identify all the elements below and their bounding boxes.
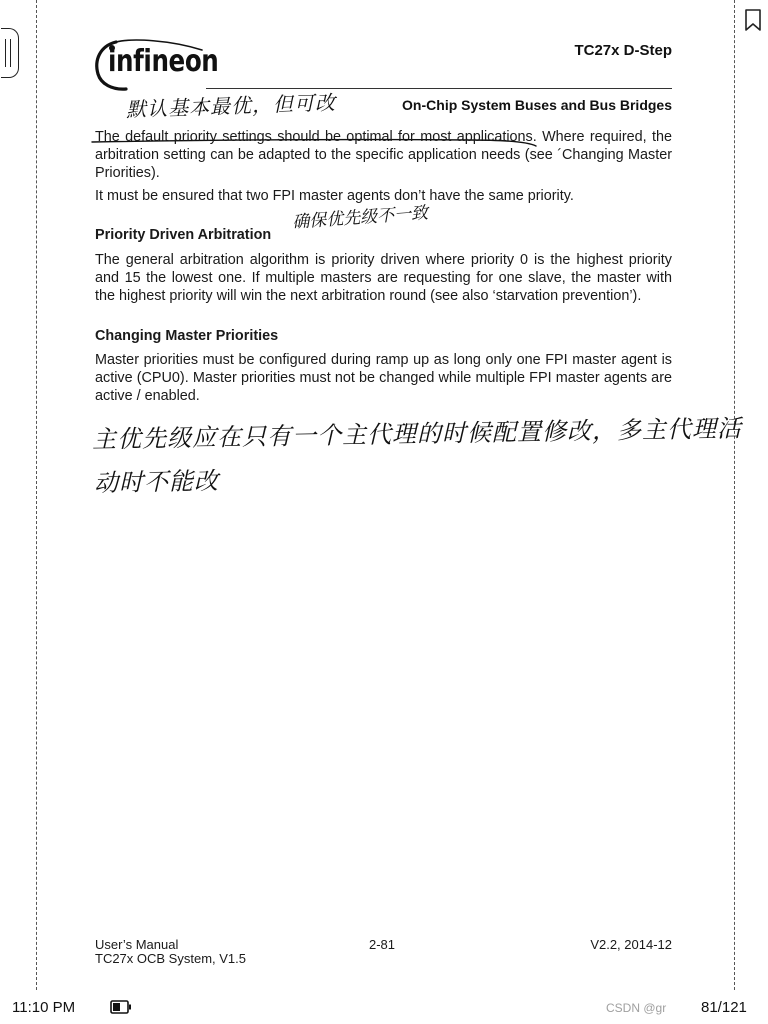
footer-manual-subtitle: TC27x OCB System, V1.5: [95, 951, 246, 966]
paragraph-arbitration-algorithm: [95, 251, 672, 305]
logo-wordmark: infineon: [108, 44, 219, 79]
footer-page-number: 2-81: [369, 937, 396, 952]
paragraph-master-priorities: [95, 351, 672, 405]
handwritten-note-1: 默认基本最优，但可改: [125, 90, 337, 122]
paragraph-default-priority: [95, 128, 672, 182]
paragraph-text: The default priority settings should be optimal for most applications. Where required, the arbitration setting can be adapted to the specific application needs (see ´Changing Master Priorities).: [95, 129, 672, 181]
paragraph-text: Master priorities must be configured during ramp up as long only one FPI master agent is active (CPU0). Master priorities must not be changed while multiple FPI master agents are active / enabled.: [95, 352, 672, 404]
reader-status-bar: [0, 990, 768, 1024]
bookmark-icon[interactable]: [744, 8, 762, 32]
handwritten-note-3: 主优先级应在只有一个主代理的时候配置修改，多主代理活: [91, 414, 743, 454]
section-title: On-Chip System Buses and Bus Bridges: [402, 97, 672, 113]
footer-manual-info: [95, 938, 246, 966]
battery-icon: [110, 1000, 132, 1014]
clock: 11:10 PM: [12, 999, 76, 1016]
footer-version: V2.2, 2014-12: [590, 937, 672, 952]
left-margin-guide: [36, 0, 37, 990]
paragraph-text: It must be ensured that two FPI master agents don’t have the same priority.: [95, 188, 574, 204]
right-margin-guide: [734, 0, 735, 990]
panel-handle-icon[interactable]: [1, 28, 19, 78]
page-counter[interactable]: 81/121: [701, 999, 747, 1016]
paragraph-text: The general arbitration algorithm is priority driven where priority 0 is the highest priority and 15 the lowest one. If multiple masters are requesting for one slave, the master with the highest priority will win the next arbitration round (see also ‘starvation prevention’).: [95, 252, 672, 304]
handwritten-note-4: 动时不能改: [93, 466, 220, 498]
footer-manual-title: User’s Manual: [95, 937, 179, 952]
paragraph-unique-priority: [95, 187, 672, 205]
heading-changing-master-priorities: Changing Master Priorities: [95, 328, 279, 344]
document-title: TC27x D-Step: [574, 42, 672, 59]
csdn-watermark: CSDN @gr: [606, 1001, 667, 1015]
handwritten-note-2: 确保优先级不一致: [291, 203, 429, 233]
heading-priority-driven-arbitration: Priority Driven Arbitration: [95, 227, 272, 243]
